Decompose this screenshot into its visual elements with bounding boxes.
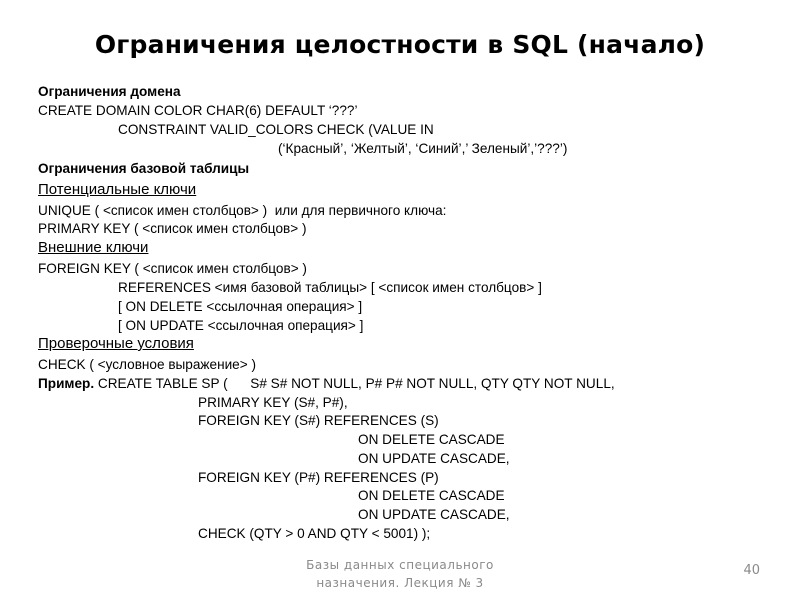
example-label: Пример. [38, 376, 95, 391]
example-line-5: ON UPDATE CASCADE, [358, 451, 510, 466]
pk-line-1: UNIQUE ( <список имен столбцов> ) или для первичного ключа: [38, 203, 447, 218]
pk-heading: Потенциальные ключи [38, 181, 197, 198]
pk-line-2: PRIMARY KEY ( <список имен столбцов> ) [38, 221, 307, 236]
slide-title: Ограничения целостности в SQL (начало) [94, 30, 706, 59]
example-line-6: FOREIGN KEY (P#) REFERENCES (P) [198, 470, 439, 485]
fk-line-4: [ ON UPDATE <ссылочная операция> ] [118, 318, 364, 333]
domain-line-2: CONSTRAINT VALID_COLORS CHECK (VALUE IN [118, 122, 434, 137]
footer-course-title [250, 556, 550, 592]
example-line-4: ON DELETE CASCADE [358, 432, 505, 447]
example-line-8: ON UPDATE CASCADE, [358, 507, 510, 522]
fk-heading: Внешние ключи [38, 239, 149, 256]
example-line-2: PRIMARY KEY (S#, P#), [198, 395, 348, 410]
footer-line-2: назначения. Лекция № 3 [316, 576, 484, 590]
fk-line-3: [ ON DELETE <ссылочная операция> ] [118, 299, 363, 314]
page-number: 40 [743, 563, 760, 578]
example-line-3: FOREIGN KEY (S#) REFERENCES (S) [198, 413, 439, 428]
domain-line-1: CREATE DOMAIN COLOR CHAR(6) DEFAULT ‘???’ [38, 103, 358, 118]
domain-line-3: (‘Красный’, ‘Желтый’, ‘Синий’,’ Зеленый’,’???’) [278, 141, 568, 156]
table-heading: Ограничения базовой таблицы [38, 161, 250, 176]
example-line-1 [38, 374, 615, 393]
check-heading: Проверочные условия [38, 335, 194, 352]
fk-line-2: REFERENCES <имя базовой таблицы> [ <список имен столбцов> ] [118, 280, 542, 295]
fk-line-1: FOREIGN KEY ( <список имен столбцов> ) [38, 261, 307, 276]
example-line-7: ON DELETE CASCADE [358, 488, 505, 503]
footer-line-1: Базы данных специального [306, 558, 494, 572]
example-line-9: CHECK (QTY > 0 AND QTY < 5001) ); [198, 526, 431, 541]
check-line-1: CHECK ( <условное выражение> ) [38, 357, 256, 372]
domain-heading: Ограничения домена [38, 84, 181, 99]
example-code-1: CREATE TABLE SP ( S# S# NOT NULL, P# P# NOT NULL, QTY QTY NOT NULL, [94, 376, 615, 391]
